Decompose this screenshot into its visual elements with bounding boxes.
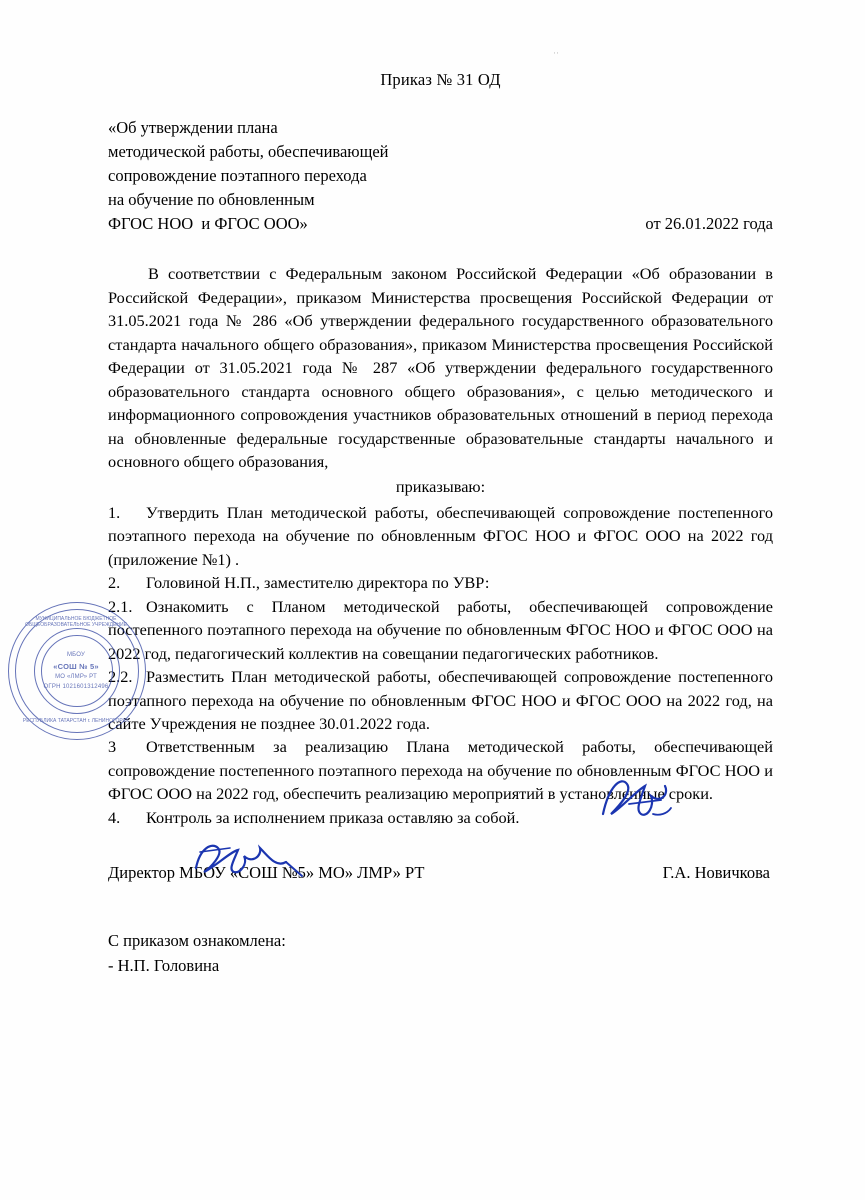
order-item-2-1 — [108, 595, 773, 665]
order-subject — [108, 116, 508, 236]
subject-line-2: методической работы, обеспечивающей — [108, 142, 389, 162]
stamp-line-1: МБОУ — [66, 652, 85, 658]
stamp-line-3: МО «ЛМР» РТ — [55, 674, 97, 680]
order-item-3-text: Ответственным за реализацию Плана методической работы, обеспечивающей сопровождение постепенного поэтапного перехода на обучение по обновленным ФГОС НОО и ФГОС ООО на 2022 год, обеспечить реализацию мероприятий в установленные сроки. — [108, 737, 773, 804]
order-item-1-text: Утвердить План методической работы, обеспечивающей сопровождение постепенного поэтапного перехода на обучение по обновленным ФГОС НОО и ФГОС ООО на 2022 год (приложение №1) . — [108, 502, 773, 569]
acknowledgement-title: С приказом ознакомлена: — [108, 931, 286, 951]
order-date: от 26.01.2022 года — [645, 214, 773, 233]
document-content — [108, 70, 773, 979]
acknowledgement-person: - Н.П. Головина — [108, 956, 220, 976]
order-item-3 — [108, 735, 773, 805]
order-item-2-2-label: 2.2. — [108, 667, 133, 687]
order-body — [108, 262, 773, 829]
order-number: Приказ № 31 ОД — [380, 70, 501, 89]
order-item-4-label: 4. — [108, 807, 121, 827]
signature-row — [108, 863, 773, 907]
stamp-line-2: «СОШ № 5» — [53, 662, 99, 671]
stamp-arc-top-text: МУНИЦИПАЛЬНОЕ БЮДЖЕТНОЕ ОБЩЕОБРАЗОВАТЕЛЬНОЕ УЧРЕЖДЕНИЕ — [25, 616, 127, 628]
signer-position: Директор МБОУ «СОШ №5» МО» ЛМР» РТ — [108, 863, 425, 883]
subject-line-4: на обучение по обновленным — [108, 190, 315, 210]
subject-line-5: ФГОС НОО и ФГОС ООО» — [108, 214, 308, 234]
order-item-4-text: Контроль за исполнением приказа оставляю за собой. — [146, 807, 520, 827]
preamble-paragraph: В соответствии с Федеральным законом Российской Федерации «Об образовании в Российской Федерации», приказом Министерства просвещения Российской Федерации от 31.05.2021 года № 286 «Об утверждении федерального государственного образовательного стандарта начального общего образования», приказом Министерства просвещения Российской Федерации от 31.05.2021 года № 287 «Об утверждении федерального государственного образовательного стандарта основного общего образования», с целью методического и информационного сопровождения участников образовательных отношений в период перехода на обновленные федеральные государственные образовательные стандарты начального и основного общего образования, — [108, 264, 773, 472]
stamp-arc-bottom-text: РЕСПУБЛИКА ТАТАРСТАН г. ЛЕНИНОГОРСК — [22, 718, 130, 724]
order-item-3-label: 3 — [108, 737, 117, 757]
order-item-1-label: 1. — [108, 502, 121, 522]
order-item-2-1-text: Ознакомить с Планом методической работы, обеспечивающей сопровождение постепенного поэтапного перехода на обучение по обновленным ФГОС НОО и ФГОС ООО на 2022 год, педагогический коллектив на совещании педагогических работников. — [108, 596, 773, 663]
order-keyword: приказываю: — [395, 477, 486, 497]
header-row — [108, 116, 773, 236]
order-item-2 — [108, 571, 773, 594]
stamp-ring-inner — [41, 635, 113, 707]
subject-line-3: сопровождение поэтапного перехода — [108, 166, 367, 186]
order-item-2-label: 2. — [108, 573, 121, 593]
order-item-2-text: Головиной Н.П., заместителю директора по УВР: — [146, 573, 490, 593]
subject-line-1: «Об утверждении плана — [108, 118, 278, 137]
order-item-2-1-label: 2.1. — [108, 596, 133, 616]
stamp-line-4: ОГРН 1021601312496 — [43, 684, 109, 690]
signer-name: Г.А. Новичкова — [662, 863, 770, 883]
order-item-4 — [108, 806, 773, 829]
order-item-2-2-text: Разместить План методической работы, обеспечивающей сопровождение постепенного поэтапного перехода на обучение по обновленным ФГОС НОО и ФГОС ООО на 2022 год, на сайте Учреждения не позднее 30.01.2022 года. — [108, 667, 773, 733]
acknowledgement-block — [108, 929, 773, 979]
order-item-1 — [108, 501, 773, 571]
order-item-2-2 — [108, 665, 773, 735]
corner-mark: ·· — [553, 48, 559, 58]
